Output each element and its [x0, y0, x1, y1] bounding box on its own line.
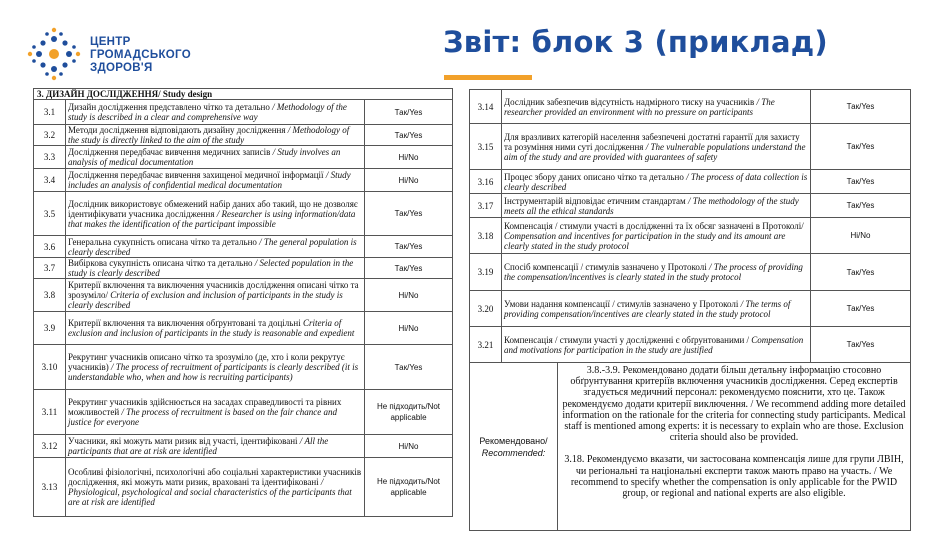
item-number: 3.5 [34, 192, 66, 236]
item-text-en: / The process of recruitment is based on the fair chance and justice for everyone [68, 407, 337, 427]
item-text-ua: Компенсація / стимули участі у дослідженні є обґрунтованими / [504, 334, 750, 345]
item-answer: Так/Yes [811, 327, 911, 363]
item-text-en: / The process of recruitment of participants is clearly described (it is understandable who, when and how is recruiting participants) [68, 362, 359, 382]
item-text-ua: Дослідник забезпечив відсутність надмірного тиску на учасників [504, 96, 755, 107]
item-answer: Не підходить/Not applicable [365, 458, 453, 517]
item-description [66, 192, 365, 236]
item-text-en: / The process of providing the compensation/incentives is clearly stated in the study protocol [504, 262, 803, 282]
item-answer: Так/Yes [365, 345, 453, 390]
brand-line-1: ЦЕНТР [90, 36, 131, 48]
item-text-ua: Дослідник використовує обмежений набір даних або такий, що не дозволяє ідентифікувати учасника дослідження [68, 198, 358, 219]
item-number: 3.11 [34, 390, 66, 435]
item-answer: Не підходить/Not applicable [365, 390, 453, 435]
item-text-ua: Вибіркова сукупність описана чітко та детально [68, 258, 253, 268]
item-number: 3.3 [34, 146, 66, 169]
recommendation-paragraph: 3.8.-3.9. Рекомендовано додати більш детальну інформацію стосовно обґрунтування критеріїв включення учасників дослідження. Серед експертів згадується медичний персонал: рекомендуємо пояснити, хто це. Також рекомендуємо додати критерії виключення. / We recommend adding more detailed information on the rationale for the criteria for connecting study participants. Medical staff is mentioned among experts: it is necessary to explain who are those. Exclusion criteria should also be provided. [562, 365, 906, 444]
item-answer: Ні/No [365, 146, 453, 169]
table-row [470, 194, 911, 218]
item-description [502, 327, 811, 363]
item-number: 3.7 [34, 258, 66, 279]
item-text-ua: Для вразливих категорій населення забезпечені достатні гарантії для захисту та розуміння ними суті дослідження [504, 131, 800, 152]
item-number: 3.16 [470, 170, 502, 194]
item-text-ua: Рекрутинг учасників описано чітко та зрозуміло (де, хто і коли рекрутує учасників) [68, 352, 345, 372]
table-row [470, 291, 911, 327]
item-text-en: / Methodology of the study is directly linked to the aim of the study [68, 125, 350, 145]
table-row [470, 170, 911, 194]
recommendation-row [470, 363, 911, 531]
table-row [34, 458, 453, 517]
item-text-en: Criteria of exclusion and inclusion of participants in the study is reasonable and expedient [68, 318, 355, 338]
item-text-ua: Критерії включення та виключення обґрунтовані та доцільні [68, 318, 301, 328]
item-text-en: / The process of data collection is clearly described [504, 171, 808, 192]
table-row [34, 169, 453, 192]
table-row [34, 258, 453, 279]
item-number: 3.1 [34, 100, 66, 125]
item-number: 3.2 [34, 125, 66, 146]
table-row [34, 345, 453, 390]
item-description [502, 194, 811, 218]
item-text-en: / Researcher is using information/data that makes the identification of the participant impossible [68, 208, 356, 229]
item-text-ua: Критерії включення та виключення учасників дослідження описані чітко та зрозуміло/ [68, 280, 359, 300]
recommendation-text [558, 363, 911, 531]
item-text-en: Compensation and motivations for participation in the study are justified [504, 334, 804, 355]
brand-name [90, 36, 191, 75]
table-row [34, 100, 453, 125]
item-answer: Так/Yes [365, 100, 453, 125]
item-text-en: / Study includes an analysis of confidential medical documentation [68, 170, 351, 190]
brand-logo [26, 26, 196, 86]
item-text-en: / All the participants that are at risk are identified [68, 436, 329, 456]
item-description [66, 146, 365, 169]
item-number: 3.13 [34, 458, 66, 517]
table-header-row [34, 89, 453, 100]
table-row [470, 218, 911, 254]
item-text-ua: Компенсація / стимули участі в дослідженні та їх обсяг зазначені в Протоколі/ [504, 220, 804, 231]
table-row [34, 146, 453, 169]
item-description [66, 390, 365, 435]
item-answer: Ні/No [365, 169, 453, 192]
item-number: 3.19 [470, 254, 502, 291]
item-text-ua: Умови надання компенсації / стимулів зазначено у Протоколі [504, 298, 739, 309]
item-answer: Так/Yes [365, 125, 453, 146]
brand-logo-icon [26, 26, 82, 82]
table-row [34, 192, 453, 236]
recommendation-table [469, 362, 911, 531]
item-answer: Так/Yes [365, 192, 453, 236]
item-text-ua: Спосіб компенсації / стимулів зазначено у Протоколі [504, 262, 707, 272]
item-description [66, 169, 365, 192]
section-header: 3. ДИЗАЙН ДОСЛІДЖЕННЯ/ Study design [34, 89, 453, 100]
item-description [502, 254, 811, 291]
item-number: 3.9 [34, 312, 66, 345]
table-row [470, 90, 911, 124]
item-answer: Так/Yes [365, 258, 453, 279]
item-text-en: / Methodology of the study is described in a clear and comprehensive way [68, 102, 347, 122]
title-underline [444, 75, 532, 80]
item-description [66, 458, 365, 517]
table-row [34, 125, 453, 146]
item-description [66, 258, 365, 279]
item-text-en: / Physiological, psychological and social characteristics of the participants that are at risk are identified [68, 477, 352, 507]
item-text-en: / The vulnerable populations understand the aim of the study and are provided with guarantees of safety [504, 141, 806, 162]
table-row [470, 254, 911, 291]
item-text-en: / The terms of providing compensation/incentives are clearly stated in the study protocol [504, 298, 791, 319]
study-design-table-left [33, 88, 453, 517]
item-number: 3.15 [470, 124, 502, 170]
brand-line-2: ГРОМАДСЬКОГО [90, 49, 191, 61]
item-answer: Так/Yes [811, 124, 911, 170]
item-text-ua: Учасники, які можуть мати ризик від участі, ідентифіковані [68, 436, 298, 446]
item-answer: Так/Yes [811, 254, 911, 291]
item-text-ua: Генеральна сукупність описана чітко та детально [68, 236, 257, 247]
recommendation-label [470, 363, 558, 531]
table-row [34, 279, 453, 312]
item-number: 3.8 [34, 279, 66, 312]
item-description [502, 291, 811, 327]
item-answer: Так/Yes [811, 90, 911, 124]
item-text-en: / The methodology of the study meets all the ethical standards [504, 195, 799, 216]
item-answer: Ні/No [365, 435, 453, 458]
item-description [66, 345, 365, 390]
item-number: 3.12 [34, 435, 66, 458]
item-number: 3.4 [34, 169, 66, 192]
brand-line-3: ЗДОРОВ'Я [90, 62, 153, 74]
item-description [502, 90, 811, 124]
table-row [34, 390, 453, 435]
item-text-en: Compensation and incentives for participation in the study and its amount are clearly stated in the study protocol [504, 230, 786, 251]
item-number: 3.20 [470, 291, 502, 327]
item-text-en: / Selected population in the study is clearly described [68, 258, 354, 278]
recommendation-label-ua: Рекомендовано/ [479, 435, 548, 446]
study-design-table-right [469, 89, 911, 363]
item-number: 3.17 [470, 194, 502, 218]
item-number: 3.14 [470, 90, 502, 124]
item-number: 3.18 [470, 218, 502, 254]
item-description [66, 435, 365, 458]
item-text-en: / Study involves an analysis of medical documentation [68, 147, 341, 167]
item-answer: Ні/No [365, 312, 453, 345]
item-description [66, 312, 365, 345]
item-description [66, 279, 365, 312]
item-description [66, 100, 365, 125]
table-row [470, 124, 911, 170]
item-number: 3.10 [34, 345, 66, 390]
item-text-ua: Дизайн дослідження представлено чітко та детально [68, 102, 270, 112]
item-answer: Так/Yes [811, 291, 911, 327]
item-answer: Так/Yes [811, 194, 911, 218]
item-description [502, 170, 811, 194]
slide-title: Звіт: блок 3 (приклад) [443, 25, 828, 59]
item-text-ua: Дослідження передбачає вивчення медичних записів [68, 147, 271, 157]
item-description [66, 236, 365, 258]
item-description [502, 124, 811, 170]
item-description [502, 218, 811, 254]
recommendation-label-en: Recommended: [481, 447, 546, 458]
item-answer: Так/Yes [365, 236, 453, 258]
item-text-ua: Рекрутинг учасників здійснюється на засадах справедливості та рівних можливостей [68, 397, 342, 417]
item-text-ua: Процес збору даних описано чітко та детально [504, 171, 684, 182]
item-text-en: / The general population is clearly described [68, 236, 357, 257]
item-number: 3.21 [470, 327, 502, 363]
table-row [34, 236, 453, 258]
item-text-ua: Особливі фізіологічні, психологічні або соціальні характеристики учасників дослідження, які можуть мати ризик, враховані та ідентифіковані [68, 467, 362, 487]
item-description [66, 125, 365, 146]
item-answer: Так/Yes [811, 170, 911, 194]
table-row [34, 435, 453, 458]
recommendation-paragraph: 3.18. Рекомендуємо вказати, чи застосована компенсація лише для групи ЛВІН, чи регіональні та національні експерти також мають право на участь. / We recommend to specify whether the compensation is only applicable for the PWID group, or regional and national experts are also eligible. [564, 454, 904, 500]
item-answer: Ні/No [365, 279, 453, 312]
item-answer: Ні/No [811, 218, 911, 254]
table-row [470, 327, 911, 363]
item-text-en: / The researcher provided an environment with no pressure on participants [504, 96, 775, 117]
item-text-ua: Дослідження передбачає вивчення захищеної медичної інформації [68, 170, 324, 180]
item-text-en: Criteria of exclusion and inclusion of participants in the study is clearly described [68, 290, 343, 310]
table-row [34, 312, 453, 345]
item-number: 3.6 [34, 236, 66, 258]
item-text-ua: Методи дослідження відповідають дизайну дослідження [68, 125, 286, 135]
item-text-ua: Інструментарій відповідає етичним стандартам [504, 195, 686, 206]
